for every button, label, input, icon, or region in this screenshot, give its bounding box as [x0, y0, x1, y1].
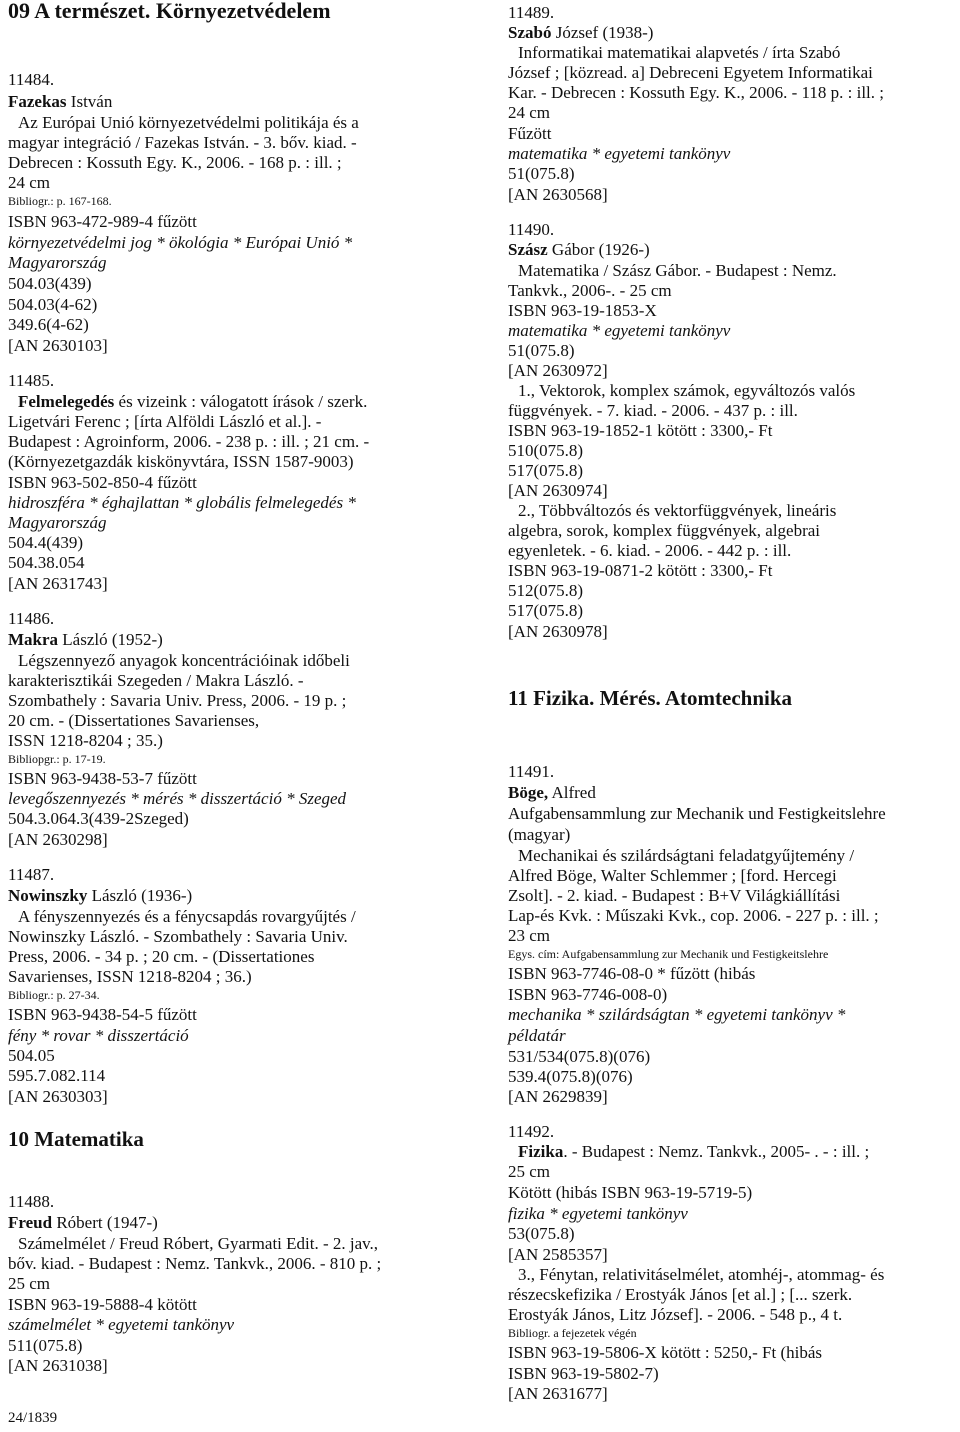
record-text: 3., Fénytan, relativitáselmélet, atomhéj-, atommag- és: [518, 1265, 885, 1284]
record-text: István: [66, 92, 113, 111]
record-line: [8, 513, 107, 533]
record-line: [508, 541, 791, 561]
record-text: 595.7.082.114: [8, 1066, 106, 1085]
record-line: [508, 185, 608, 205]
record-text: Alfred Böge, Walter Schlemmer ; [ford. Hercegi: [508, 866, 837, 885]
record-text: Savarienses, ISSN 1218-8204 ; 36.): [8, 967, 252, 986]
record-text: 51(075.8): [508, 341, 575, 360]
record-line: [508, 906, 879, 926]
record-text: mechanika * szilárdságtan * egyetemi tankönyv *: [508, 1005, 846, 1024]
record-line: [8, 711, 259, 731]
record-text: Lap-és Kvk. : Műszaki Kvk., cop. 2006. - 227 p. : ill. ;: [508, 906, 879, 925]
record-line: [8, 1315, 234, 1335]
record-text: ISBN 963-19-5888-4 kötött: [8, 1295, 197, 1314]
record-line: [8, 1213, 158, 1233]
record-line: [8, 493, 356, 513]
record-text: [AN 2630298]: [8, 830, 108, 849]
record-line: [8, 1234, 378, 1254]
record-text: 517(075.8): [508, 601, 584, 620]
record-line: [8, 574, 108, 594]
record-text: Bibliogr.: p. 27-34.: [8, 988, 100, 1002]
record-line: [8, 315, 89, 335]
record-line: [8, 809, 189, 829]
record-line: [8, 452, 354, 472]
record-line: [8, 1295, 197, 1315]
record-line: [8, 173, 50, 193]
record-line: [508, 985, 667, 1005]
record-line: [508, 124, 551, 144]
record-line: [8, 253, 107, 273]
record-line: [508, 301, 657, 321]
record-line: [508, 581, 583, 601]
record-text: Aufgabensammlung zur Mechanik und Festigkeitslehre: [508, 804, 886, 823]
record-text: Kötött (hibás ISBN 963-19-5719-5): [508, 1183, 753, 1202]
record-text: Erostyák János, Litz József]. - 2006. - 548 p., 4 t.: [508, 1305, 843, 1324]
record-line: [508, 23, 653, 43]
record-text: ISBN 963-19-5802-7): [508, 1364, 659, 1383]
record-line: [508, 103, 550, 123]
record-line: [508, 321, 730, 341]
record-text: számelmélet * egyetemi tankönyv: [8, 1315, 235, 1334]
record-text: 11492.: [508, 1122, 555, 1141]
record-text: ISBN 963-472-989-4 fűzött: [8, 212, 197, 231]
record-text: karakterisztikái Szegeden / Makra László. -: [8, 671, 304, 690]
record-line: [508, 421, 772, 441]
record-line: [508, 341, 575, 361]
record-line: [508, 1005, 845, 1025]
record-line: [508, 521, 820, 541]
record-text: részecskefizika / Erostyák János [et al.] ; [... szerk.: [508, 1285, 853, 1304]
record-text: Mechanikai és szilárdságtani feladatgyűjtemény /: [518, 846, 855, 865]
record-text: 20 cm. - (Dissertationes Savarienses,: [8, 711, 260, 730]
record-line: [508, 1026, 566, 1046]
record-text: [AN 2630103]: [8, 336, 108, 355]
record-line: [8, 749, 106, 769]
record-text: 11488.: [8, 1192, 55, 1211]
record-line: [8, 789, 346, 809]
record-line: [8, 927, 348, 947]
record-line: [508, 1224, 575, 1244]
section-heading: 10 Matematika: [8, 1127, 144, 1151]
record-text: Gábor (1926-): [547, 240, 650, 259]
record-text: 53(075.8): [508, 1224, 575, 1243]
record-text: ISBN 963-19-0871-2 kötött : 3300,- Ft: [508, 561, 773, 580]
record-text: Róbert (1947-): [52, 1213, 158, 1232]
record-line: [8, 1336, 82, 1356]
record-text: Tankvk., 2006-. - 25 cm: [508, 281, 672, 300]
record-text: 510(075.8): [508, 441, 584, 460]
record-text: [AN 2585357]: [508, 1245, 608, 1264]
record-line: [508, 501, 836, 521]
record-line: [508, 164, 575, 184]
record-text: Press, 2006. - 34 p. ; 20 cm. - (Dissertationes: [8, 947, 315, 966]
record-text: Magyarország: [8, 513, 107, 532]
record-text: László (1952-): [58, 630, 163, 649]
record-text: függvények. - 7. kiad. - 2006. - 437 p. : ill.: [508, 401, 798, 420]
record-text: Informatikai matematikai alapvetés / írta Szabó: [518, 43, 841, 62]
record-text: (magyar): [508, 825, 571, 844]
record-line: [508, 783, 596, 803]
record-line: [8, 1087, 108, 1107]
record-heading-word: Felmelegedés: [18, 392, 115, 411]
section-heading: 11 Fizika. Mérés. Atomtechnika: [508, 686, 793, 710]
record-text: 11489.: [508, 3, 555, 22]
record-line: [8, 1356, 108, 1376]
record-heading-word: Fizika: [518, 1142, 564, 1161]
record-text: József (1938-): [551, 23, 654, 42]
record-line: [8, 691, 346, 711]
record-line: [508, 220, 554, 240]
record-line: [8, 473, 197, 493]
record-text: 25 cm: [8, 1274, 51, 1293]
record-text: 504.4(439): [8, 533, 84, 552]
record-line: [8, 92, 112, 112]
record-text: 2., Többváltozós és vektorfüggvények, lineáris: [518, 501, 837, 520]
record-heading-word: Fazekas: [8, 92, 67, 111]
record-line: [8, 651, 350, 671]
record-line: [8, 153, 342, 173]
record-line: [8, 392, 367, 412]
record-text: (Környezetgazdák kiskönyvtára, ISSN 1587-9003): [8, 452, 354, 471]
record-text: ISBN 963-9438-54-5 fűzött: [8, 1005, 197, 1024]
record-line: [8, 274, 92, 294]
record-line: [508, 381, 855, 401]
record-text: 504.03(4-62): [8, 295, 98, 314]
record-text: Zsolt]. - 2. kiad. - Budapest : B+V Világkiállítási: [508, 886, 841, 905]
record-line: [508, 1087, 608, 1107]
record-line: [508, 481, 608, 501]
record-line: [8, 731, 163, 751]
record-line: [508, 43, 840, 63]
record-line: [8, 865, 54, 885]
record-text: bőv. kiad. - Budapest : Nemz. Tankvk., 2006. - 810 p. ;: [8, 1254, 382, 1273]
record-text: Alfred: [548, 783, 596, 802]
record-heading-word: Szász: [508, 240, 548, 259]
record-line: [8, 609, 54, 629]
record-line: [508, 1067, 633, 1087]
record-text: Debrecen : Kossuth Egy. K., 2006. - 168 p. : ill. ;: [8, 153, 342, 172]
record-text: ISBN 963-19-5806-X kötött : 5250,- Ft (hibás: [508, 1343, 823, 1362]
record-text: Bibliogr.: p. 167-168.: [8, 194, 112, 208]
record-text: 531/534(075.8)(076): [508, 1047, 651, 1066]
record-text: Légszennyező anyagok koncentrációinak időbeli: [18, 651, 350, 670]
record-line: [508, 1323, 637, 1343]
record-text: fény * rovar * disszertáció: [8, 1026, 189, 1045]
record-text: hidroszféra * éghajlattan * globális felmelegedés *: [8, 493, 356, 512]
record-text: magyar integráció / Fazekas István. - 3. bőv. kiad. -: [8, 133, 357, 152]
record-line: [8, 630, 163, 650]
record-line: [8, 432, 369, 452]
record-line: [508, 1285, 852, 1305]
record-text: 11485.: [8, 371, 55, 390]
record-line: [508, 804, 886, 824]
record-line: [508, 1384, 608, 1404]
record-text: példatár: [508, 1026, 566, 1045]
record-heading-word: Böge,: [508, 783, 549, 802]
record-line: [8, 336, 108, 356]
record-line: [508, 601, 583, 621]
record-text: 51(075.8): [508, 164, 575, 183]
record-text: [AN 2631677]: [508, 1384, 608, 1403]
record-line: [8, 947, 314, 967]
record-text: 11486.: [8, 609, 55, 628]
record-text: ISSN 1218-8204 ; 35.): [8, 731, 163, 750]
record-line: [508, 866, 837, 886]
record-text: László (1936-): [87, 886, 193, 905]
record-text: matematika * egyetemi tankönyv: [508, 144, 731, 163]
record-text: 511(075.8): [8, 1336, 83, 1355]
record-text: Kar. - Debrecen : Kossuth Egy. K., 2006. - 118 p. : ill. ;: [508, 83, 884, 102]
record-text: Nowinszky László. - Szombathely : Savaria Univ.: [8, 927, 348, 946]
record-line: [8, 133, 357, 153]
record-line: [8, 233, 352, 253]
record-line: [8, 985, 100, 1005]
record-line: [508, 144, 730, 164]
record-text: ISBN 963-9438-53-7 fűzött: [8, 769, 197, 788]
record-text: ISBN 963-19-1852-1 kötött : 3300,- Ft: [508, 421, 773, 440]
record-line: [508, 1047, 650, 1067]
record-line: [508, 846, 854, 866]
record-text: Bibliopgr.: p. 17-19.: [8, 752, 106, 766]
record-text: 517(075.8): [508, 461, 584, 480]
record-text: [AN 2631743]: [8, 574, 108, 593]
record-line: [8, 1066, 105, 1086]
record-text: 11484.: [8, 70, 55, 89]
record-text: [AN 2630303]: [8, 1087, 108, 1106]
record-text: Az Európai Unió környezetvédelmi politikája és a: [18, 113, 359, 132]
record-line: [8, 1026, 189, 1046]
record-line: [8, 70, 54, 90]
record-text: ISBN 963-502-850-4 fűzött: [8, 473, 197, 492]
record-line: [508, 1364, 659, 1384]
record-line: [8, 212, 197, 232]
record-text: [AN 2631038]: [8, 1356, 108, 1375]
record-line: [8, 553, 85, 573]
record-line: [508, 762, 554, 782]
record-text: 23 cm: [508, 926, 551, 945]
record-line: [508, 401, 798, 421]
record-text: Fűzött: [508, 124, 552, 143]
record-line: [8, 191, 112, 211]
record-line: [508, 3, 554, 23]
record-line: [508, 622, 608, 642]
record-line: [508, 83, 884, 103]
record-text: 11487.: [8, 865, 55, 884]
record-line: [8, 113, 359, 133]
record-text: [AN 2630972]: [508, 361, 608, 380]
record-line: [8, 886, 192, 906]
record-line: [8, 830, 108, 850]
record-heading-word: Freud: [8, 1213, 53, 1232]
record-text: 504.03(439): [8, 274, 92, 293]
record-text: 11490.: [508, 220, 555, 239]
record-text: 24 cm: [508, 103, 551, 122]
record-text: Számelmélet / Freud Róbert, Gyarmati Edit. - 2. jav.,: [18, 1234, 379, 1253]
record-line: [508, 240, 650, 260]
record-text: ISBN 963-7746-08-0 * fűzött (hibás: [508, 964, 756, 983]
record-heading-word: Szabó: [508, 23, 552, 42]
record-line: [8, 769, 197, 789]
record-line: [508, 361, 608, 381]
record-text: Budapest : Agroinform, 2006. - 238 p. : ill. ; 21 cm. -: [8, 432, 370, 451]
record-text: algebra, sorok, komplex függvények, algebrai: [508, 521, 821, 540]
record-line: [508, 964, 755, 984]
record-text: [AN 2629839]: [508, 1087, 608, 1106]
record-text: 512(075.8): [508, 581, 584, 600]
record-text: 504.05: [8, 1046, 55, 1065]
record-text: . - Budapest : Nemz. Tankvk., 2005- . - : ill. ;: [563, 1142, 870, 1161]
record-line: [508, 1245, 608, 1265]
record-text: 504.38.054: [8, 553, 85, 572]
record-line: [508, 1142, 869, 1162]
record-text: 24 cm: [8, 173, 51, 192]
record-line: [508, 1162, 550, 1182]
record-text: [AN 2630978]: [508, 622, 608, 641]
record-text: 11491.: [508, 762, 555, 781]
record-text: 349.6(4-62): [8, 315, 89, 334]
record-line: [508, 944, 828, 964]
record-text: fizika * egyetemi tankönyv: [508, 1204, 688, 1223]
record-line: [8, 967, 252, 987]
record-line: [8, 533, 83, 553]
record-line: [8, 1005, 197, 1025]
record-line: [508, 1305, 842, 1325]
record-line: [508, 1122, 554, 1142]
record-line: [508, 461, 583, 481]
record-text: 539.4(075.8)(076): [508, 1067, 633, 1086]
record-line: [8, 671, 303, 691]
record-text: 25 cm: [508, 1162, 551, 1181]
record-text: matematika * egyetemi tankönyv: [508, 321, 731, 340]
record-line: [8, 907, 356, 927]
record-line: [508, 886, 840, 906]
record-text: Magyarország: [8, 253, 107, 272]
record-line: [508, 926, 550, 946]
record-text: Ligetvári Ferenc ; [írta Alföldi László et al.]. -: [8, 412, 322, 431]
record-line: [508, 281, 672, 301]
record-line: [508, 1204, 688, 1224]
record-text: ISBN 963-7746-008-0): [508, 985, 668, 1004]
record-line: [8, 1046, 55, 1066]
record-text: Szombathely : Savaria Univ. Press, 2006. - 19 p. ;: [8, 691, 347, 710]
record-text: Bibliogr. a fejezetek végén: [508, 1326, 637, 1340]
record-heading-word: Nowinszky: [8, 886, 88, 905]
record-text: 504.3.064.3(439-2Szeged): [8, 809, 189, 828]
page-title: 09 A természet. Környezetvédelem: [8, 0, 331, 23]
record-text: és vizeink : válogatott írások / szerk.: [114, 392, 368, 411]
record-text: József ; [közread. a] Debreceni Egyetem Informatikai: [508, 63, 873, 82]
record-text: Egys. cím: Aufgabensammlung zur Mechanik und Festigkeitslehre: [508, 947, 829, 961]
record-line: [508, 1183, 752, 1203]
record-text: egyenletek. - 6. kiad. - 2006. - 442 p. : ill.: [508, 541, 792, 560]
record-line: [8, 371, 54, 391]
record-text: [AN 2630568]: [508, 185, 608, 204]
record-line: [508, 825, 570, 845]
record-line: [508, 63, 873, 83]
record-text: levegőszennyezés * mérés * disszertáció * Szeged: [8, 789, 347, 808]
record-line: [8, 412, 321, 432]
record-text: A fényszennyezés és a fénycsapdás rovargyűjtés /: [18, 907, 356, 926]
page-number: 24/1839: [8, 1410, 58, 1426]
record-text: Matematika / Szász Gábor. - Budapest : Nemz.: [518, 261, 837, 280]
record-line: [508, 1343, 822, 1363]
record-text: [AN 2630974]: [508, 481, 608, 500]
record-line: [8, 1254, 381, 1274]
record-text: ISBN 963-19-1853-X: [508, 301, 657, 320]
record-line: [8, 1192, 54, 1212]
record-line: [8, 1274, 50, 1294]
record-text: környezetvédelmi jog * ökológia * Európai Unió *: [8, 233, 353, 252]
record-line: [508, 261, 837, 281]
record-text: 1., Vektorok, komplex számok, egyváltozós valós: [518, 381, 856, 400]
record-line: [508, 561, 772, 581]
record-heading-word: Makra: [8, 630, 59, 649]
record-line: [8, 295, 97, 315]
record-line: [508, 441, 583, 461]
record-line: [508, 1265, 884, 1285]
